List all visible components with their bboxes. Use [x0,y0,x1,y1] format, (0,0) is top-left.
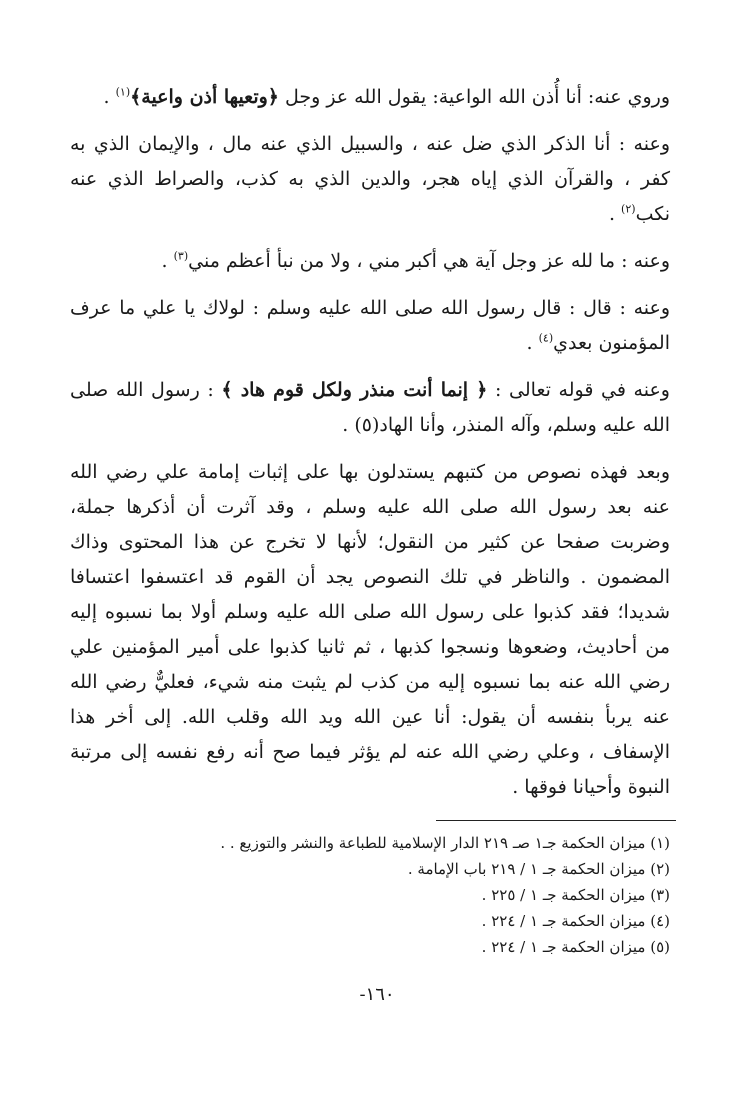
paragraph-end: . [103,86,116,108]
footnote-1: (١) ميزان الحكمة جـ١ صـ ٢١٩ الدار الإسلامية للطباعة والنشر والتوزيع . . [220,834,670,852]
footnote-divider [436,820,676,821]
footnote-ref: (٢) [621,202,636,216]
paragraph-end: . [161,250,174,272]
quran-verse: ﴿وتعيها أذن واعية﴾ [130,86,279,108]
paragraph-text: وبعد فهذه نصوص من كتبهم يستدلون بها على إثبات إمامة علي رضي الله عنه بعد رسول الله صلى الله عليه وسلم ، وقد آثرت أن أذكرها جملة، وضربت صفحا عن كثير من النقول؛ لأنها لا تخرج عن هذا المحتوى وذاك المضمون . والناظر في تلك النصوص يجد أن القوم قد اعتسفوا اعتسافا شديدا؛ فقد كذبوا على رسول الله صلى الله عليه وسلم أولا بما نسبوه إليه من أحاديث، وضعوها ونسجوا كذبها ، ثم ثانيا كذبوا على أمير المؤمنين علي رضي الله عنه بما نسبوه إليه من كذب لم يثبت منه شيء، فعليٌّ رضي الله عنه يربأ بنفسه أن يقول: أنا عين الله ويد الله وقلب الله. إلى أخر هذا الإسفاف ، وعلي رضي الله عنه لم يؤثر فيما صح أنه رفع نفسه إلى مرتبة النبوة وأحيانا فوقها . [70,461,670,798]
footnote-ref: (١) [115,85,131,99]
page-number [0,984,746,1005]
paragraph-3 [70,244,670,279]
paragraph-text: وعنه : أنا الذكر الذي ضل عنه ، والسبيل الذي عنه مال ، والإيمان الذي به كفر ، والقرآن الذي إياه هجر، والدين الذي به كذب، والصراط الذي عنه نكب [70,133,670,225]
paragraph-6 [70,455,670,805]
footnotes [70,830,670,960]
paragraph-end: . [526,332,539,354]
footnote-4: (٤) ميزان الحكمة جـ ١ / ٢٢٤ . [481,912,670,930]
footnote-5: (٥) ميزان الحكمة جـ ١ / ٢٢٤ . [481,938,670,956]
page-number-value: ١٦٠ [365,984,395,1005]
paragraph-1 [70,80,670,115]
paragraph-end: : رسول الله صلى الله عليه وسلم، وآله المنذر، وأنا الهاد(٥) . [70,379,670,436]
paragraph-text: وعنه : ما لله عز وجل آية هي أكبر مني ، ولا من نبأ أعظم مني [188,250,670,272]
paragraph-text: وروي عنه: أنا أُذن الله الواعية: يقول الله عز وجل [278,86,670,108]
paragraph-end: . [608,203,622,225]
quran-verse: ﴿ إنما أنت منذر ولكل قوم هاد ﴾ [221,379,488,401]
paragraph-2 [70,127,670,232]
main-text [70,80,670,817]
footnote-ref: (٤) [538,331,554,345]
footnote-2: (٢) ميزان الحكمة جـ ١ / ٢١٩ باب الإمامة . [407,860,670,878]
footnote-ref: (٣) [173,249,189,263]
paragraph-5 [70,373,670,443]
paragraph-text: وعنه : قال : قال رسول الله صلى الله عليه وسلم : لولاك يا علي ما عرف المؤمنون بعدي [70,297,670,354]
page-number-dash: - [359,984,366,1005]
paragraph-text: وعنه في قوله تعالى : [487,379,670,401]
footnote-3: (٣) ميزان الحكمة جـ ١ / ٢٢٥ . [481,886,670,904]
paragraph-4 [70,291,670,361]
